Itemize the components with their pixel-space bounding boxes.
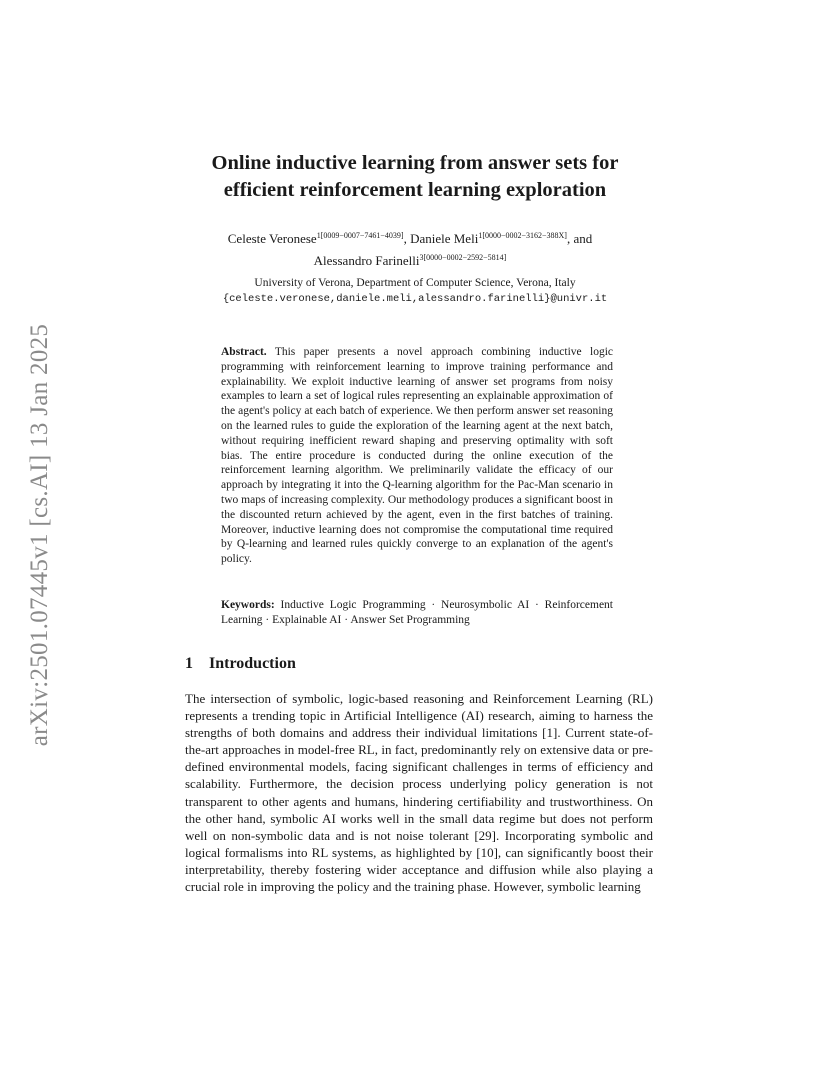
author-emails: {celeste.veronese,daniele.meli,alessandro.farinelli}@univr.it xyxy=(222,293,608,305)
author-separator: , xyxy=(403,231,411,246)
institution: University of Verona, Department of Computer Science, Verona, Italy xyxy=(254,277,576,289)
section-heading xyxy=(185,655,296,673)
body-paragraph: The intersection of symbolic, logic-based reasoning and Reinforcement Learning (RL) represents a trending topic in Artificial Intelligence (AI) research, aiming to harness the strengths of both domains and address their individual limitations [1]. Current state-of-the-art approaches in model-free RL, in fact, predominantly rely on extensive data or pre-defined environmental models, facing significant challenges in terms of efficiency and scalability. Furthermore, the decision process underlying policy generation is not transparent to other agents and humans, hindering certifiability and trustworthiness. On the other hand, symbolic AI works well in the small data regime but does not perform well on non-symbolic data and is not noise tolerant [29]. Incorporating symbolic and logical formalisms into RL systems, as highlighted by [10], can significantly boost their interpretability, thereby fostering wider acceptance and diffusion while also playing a crucial role in improving the policy and the training phase. However, symbolic learning xyxy=(185,691,653,895)
arxiv-id: arXiv:2501.07445v1 [cs.AI] 13 Jan 2025 xyxy=(26,323,53,747)
keywords xyxy=(221,598,613,628)
section-number: 1 xyxy=(185,655,193,672)
keywords-text: Inductive Logic Programming · Neurosymbolic AI · Reinforcement Learning · Explainable AI · Answer Set Programming xyxy=(221,599,613,626)
author-orcid: 3[0000−0002−2592−5814] xyxy=(419,253,507,262)
author-list xyxy=(150,226,670,270)
arxiv-sidebar-stamp xyxy=(20,300,60,770)
keywords-label: Keywords: xyxy=(221,599,275,611)
author-name: Alessandro Farinelli xyxy=(313,253,420,268)
title-line-1: Online inductive learning from answer sets for xyxy=(211,152,619,174)
author-orcid: 1[0000−0002−3162−388X] xyxy=(478,231,567,240)
paper-title xyxy=(150,150,680,204)
author-and: , and xyxy=(566,231,593,246)
author-name: Celeste Veronese xyxy=(227,231,317,246)
abstract-text: This paper presents a novel approach combining inductive logic programming with reinforcement learning to improve training performance and explainability. We exploit inductive learning of answer set programs from noisy examples to learn a set of logical rules representing an explainable approximation of the agent's policy at each batch of experience. We then perform answer set reasoning on the learned rules to guide the exploration of the learning agent at the next batch, without requiring inefficient reward shaping and preserving optimality with soft bias. The entire procedure is conducted during the online execution of the reinforcement learning algorithm. We preliminarily validate the efficacy of our approach by integrating it into the Q-learning algorithm for the Pac-Man scenario in two maps of increasing complexity. Our methodology produces a significant boost in the discounted return achieved by the agent, even in the first batches of training. Moreover, inductive learning does not compromise the computational time required by Q-learning and learned rules quickly converge to an explanation of the agent's policy. xyxy=(221,346,613,566)
affiliation xyxy=(150,275,680,307)
abstract-label: Abstract. xyxy=(221,346,267,358)
abstract xyxy=(221,345,613,567)
author-orcid: 1[0009−0007−7461−4039] xyxy=(316,231,404,240)
author-name: Daniele Meli xyxy=(410,231,479,246)
title-line-2: efficient reinforcement learning exploration xyxy=(223,179,607,201)
section-title: Introduction xyxy=(209,655,296,672)
